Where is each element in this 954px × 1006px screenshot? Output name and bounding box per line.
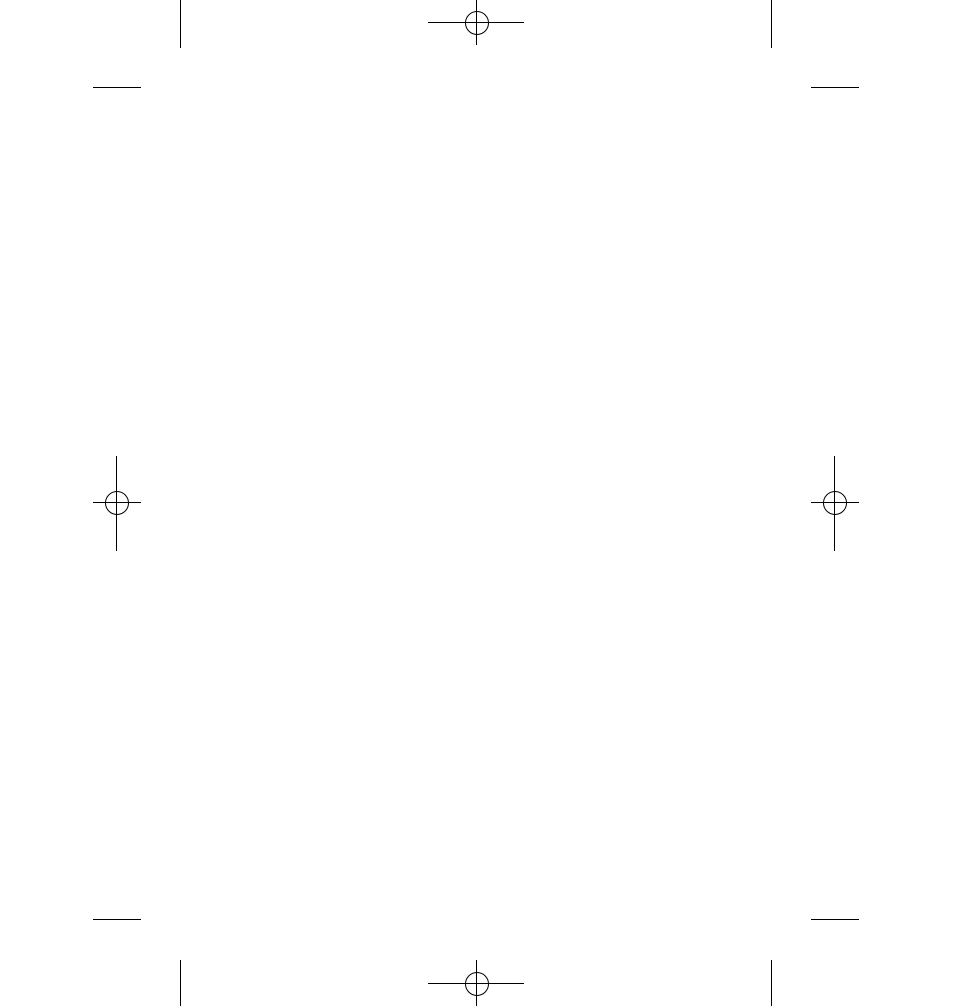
- side-color-square: [103, 554, 131, 582]
- document-body: [218, 108, 738, 188]
- crop-mark: [93, 919, 141, 920]
- crop-mark: [93, 87, 141, 88]
- print-slug: [187, 4, 242, 21]
- crop-mark: [771, 0, 772, 48]
- crop-mark: [811, 87, 859, 88]
- crop-mark: [180, 960, 181, 1006]
- crop-mark: [811, 919, 859, 920]
- page-title: [218, 120, 738, 156]
- crop-mark: [180, 0, 181, 48]
- crop-mark: [771, 960, 772, 1006]
- side-color-square: [103, 90, 131, 118]
